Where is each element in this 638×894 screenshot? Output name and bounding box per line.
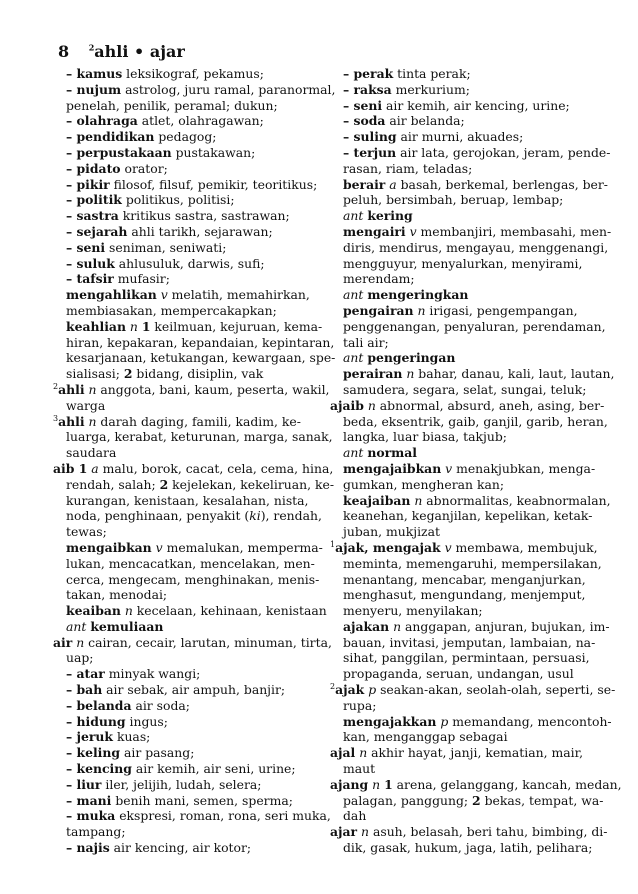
definition-text: diris, mendirus, mengayau, menggenangi, bbox=[343, 239, 609, 255]
definition-text: tampang; bbox=[66, 824, 126, 840]
part-of-speech: v bbox=[160, 287, 168, 303]
definition-text: penggenangan, penyaluran, perendaman, bbox=[343, 318, 606, 334]
headword: ahli bbox=[58, 381, 85, 397]
definition-text: merendam; bbox=[343, 271, 415, 287]
headword: – politik bbox=[66, 192, 122, 208]
definition-text: menyeru, menyilakan; bbox=[343, 603, 483, 619]
entry-line bbox=[53, 334, 335, 351]
headword: – perak bbox=[343, 66, 394, 81]
entry-line bbox=[53, 619, 306, 635]
headword: – hidung bbox=[66, 713, 126, 729]
definition-text: membiasakan, mempercakapkan; bbox=[66, 302, 277, 318]
definition-text: tinta perak; bbox=[393, 66, 471, 81]
definition-text: irigasi, pengempangan, bbox=[425, 302, 578, 318]
entry-line bbox=[53, 650, 306, 666]
definition-text: air sebak, air ampuh, banjir; bbox=[102, 682, 286, 698]
definition-text: darah daging, famili, kadim, ke- bbox=[96, 413, 301, 429]
antonym-label: ant bbox=[343, 445, 364, 461]
entry-line bbox=[330, 382, 585, 398]
headword: berair bbox=[343, 176, 386, 192]
part-of-speech: n bbox=[372, 776, 381, 792]
entry-line bbox=[330, 176, 608, 193]
definition-text: anggota, bani, kaum, peserta, wakil, bbox=[96, 381, 330, 397]
part-of-speech: n bbox=[124, 603, 133, 619]
definition-text: keanehan, keganjilan, kepelikan, ketak- bbox=[343, 508, 593, 524]
headword: ajaib bbox=[330, 397, 364, 413]
definition-text: takan, menodai; bbox=[66, 587, 168, 603]
entry-line bbox=[53, 508, 322, 524]
headword: pengeringan bbox=[367, 350, 456, 366]
entry-line bbox=[330, 776, 622, 793]
entry-line bbox=[53, 555, 315, 572]
entry-line bbox=[53, 161, 306, 177]
headword: – keling bbox=[66, 745, 121, 761]
definition-text: air kemih, air seni, urine; bbox=[131, 761, 296, 777]
definition-text: air pasang; bbox=[120, 745, 195, 761]
headword: – nujum bbox=[66, 81, 122, 97]
entry-line bbox=[53, 492, 309, 509]
entry-line bbox=[53, 808, 331, 824]
entry-line bbox=[330, 335, 585, 351]
definition-text: mengguyur, menyalurkan, menyirami, bbox=[343, 255, 583, 271]
entry-line bbox=[53, 445, 306, 461]
definition-text: seniman, seniwati; bbox=[105, 239, 227, 255]
entry-line bbox=[330, 445, 585, 461]
entry-line bbox=[53, 840, 306, 856]
entry-line bbox=[53, 824, 306, 840]
entry-line bbox=[53, 698, 306, 714]
entry-line bbox=[53, 98, 306, 114]
entry-line bbox=[330, 713, 612, 730]
headword: – pendidikan bbox=[66, 129, 155, 145]
entry-line bbox=[53, 761, 306, 777]
definition-text: kesarjanaan, ketukangan, kewargaan, spe- bbox=[66, 350, 336, 366]
headword: ahli bbox=[58, 413, 85, 429]
entry-line bbox=[330, 271, 585, 287]
entry-line bbox=[330, 303, 585, 319]
page-header bbox=[58, 44, 185, 60]
entry-line bbox=[330, 572, 585, 588]
headword: – soda bbox=[343, 113, 386, 129]
part-of-speech: n bbox=[417, 302, 426, 318]
headword: kemuliaan bbox=[90, 618, 164, 634]
entry-line bbox=[53, 729, 306, 745]
headword: – liur bbox=[66, 776, 102, 792]
headword: ajar bbox=[330, 824, 358, 840]
entry-line bbox=[53, 366, 306, 382]
definition-text: gumkan, mengheran kan; bbox=[343, 476, 504, 492]
entry-line bbox=[330, 192, 585, 208]
headword: 2 bbox=[472, 792, 481, 808]
entry-line bbox=[53, 476, 335, 493]
headword: normal bbox=[367, 445, 417, 461]
page-number: 8 bbox=[58, 42, 70, 61]
definition-text: langka, luar biasa, takjub; bbox=[343, 429, 507, 445]
definition-text: memalukan, mempermа- bbox=[162, 539, 323, 555]
part-of-speech: n bbox=[361, 824, 370, 840]
entry-line bbox=[330, 587, 585, 603]
definition-text: seakan-akan, seolah-olah, seperti, se- bbox=[376, 682, 616, 698]
definition-text: rasan, riam, teladas; bbox=[343, 160, 473, 176]
headword: mengajaibkan bbox=[343, 460, 442, 476]
entry-line bbox=[53, 714, 306, 730]
definition-text: dah bbox=[343, 808, 367, 824]
definition-text: basah, berkemal, berlengas, ber- bbox=[396, 176, 608, 192]
entry-line bbox=[53, 429, 333, 445]
definition-text: tali air; bbox=[343, 334, 389, 350]
definition-text: rupa; bbox=[343, 697, 377, 713]
entry-line bbox=[330, 366, 615, 382]
entry-line bbox=[53, 350, 336, 366]
definition-text: akhir hayat, janji, kematian, mair, bbox=[367, 745, 584, 761]
definition-text: arena, gelanggang, kancah, medan, bbox=[392, 776, 622, 792]
entry-line bbox=[53, 793, 306, 809]
definition-text: minyak wangi; bbox=[104, 666, 201, 682]
headword: mengairi bbox=[343, 223, 406, 239]
entry-line bbox=[53, 745, 306, 761]
headword: – suluk bbox=[66, 255, 115, 271]
homonym-number: 2 bbox=[53, 381, 59, 391]
definition-text: samudera, segara, selat, sungai, teluk; bbox=[343, 381, 587, 397]
headword: – muka bbox=[66, 808, 116, 824]
part-of-speech: n bbox=[88, 413, 97, 429]
part-of-speech: ki bbox=[249, 508, 261, 524]
definition-text: palagan, panggung; bbox=[343, 792, 473, 808]
headword: ajakan bbox=[343, 618, 390, 634]
definition-text: malu, borok, cacat, cela, cema, hina, bbox=[98, 460, 334, 476]
definition-text: kan, menganggap sebagai bbox=[343, 729, 508, 745]
definition-text: air soda; bbox=[131, 697, 190, 713]
headword: mengaibkan bbox=[66, 539, 152, 555]
definition-text: ekspresi, roman, rona, seri muka, bbox=[115, 808, 331, 824]
entry-line bbox=[53, 81, 336, 98]
definition-text: benih mani, semen, sperma; bbox=[111, 792, 293, 808]
entry-line bbox=[53, 682, 306, 698]
entry-line bbox=[330, 413, 608, 430]
headword: – kencing bbox=[66, 761, 132, 777]
entry-line bbox=[330, 66, 585, 82]
entry-line bbox=[330, 256, 585, 272]
definition-text: sialisasi; bbox=[66, 366, 124, 382]
entry-line bbox=[330, 460, 596, 477]
entry-line bbox=[330, 350, 585, 366]
part-of-speech: n bbox=[76, 634, 85, 650]
headword: – sejarah bbox=[66, 223, 128, 239]
headword: perairan bbox=[343, 366, 403, 382]
headword: keaiban bbox=[66, 603, 121, 619]
headword: keajaiban bbox=[343, 492, 411, 508]
header-superscript: 2 bbox=[88, 42, 95, 53]
headword: – belanda bbox=[66, 697, 132, 713]
definition-text: leksikograf, pekamus; bbox=[122, 66, 264, 81]
entry-line bbox=[53, 145, 306, 161]
definition-text: air kencing, air kotor; bbox=[109, 840, 252, 856]
entry-line bbox=[53, 271, 306, 287]
antonym-label: ant bbox=[343, 350, 364, 366]
entry-line bbox=[330, 808, 585, 824]
part-of-speech: n bbox=[393, 618, 402, 634]
part-of-speech: a bbox=[389, 176, 397, 192]
definition-text: bauan, invitasi, jemputan, lambaian, na- bbox=[343, 634, 596, 650]
entry-line bbox=[330, 698, 585, 714]
definition-text: filosof, filsuf, pemikir, teoritikus; bbox=[109, 176, 318, 192]
part-of-speech: n bbox=[88, 381, 97, 397]
definition-text: mufasir; bbox=[113, 271, 170, 287]
definition-text: bahar, danau, kali, laut, lautan, bbox=[414, 366, 615, 382]
entry-line bbox=[330, 129, 585, 145]
definition-text: pustakawan; bbox=[171, 144, 256, 160]
definition-text: ingus; bbox=[125, 713, 168, 729]
definition-text: warga bbox=[66, 397, 106, 413]
entry-line bbox=[330, 113, 585, 129]
definition-text: juban, mukjizat bbox=[343, 524, 440, 540]
entry-line bbox=[330, 223, 612, 240]
entry-line bbox=[53, 571, 320, 588]
entry-line bbox=[53, 603, 327, 619]
headword: kering bbox=[367, 208, 413, 224]
headword: air bbox=[53, 634, 73, 650]
definition-text: air murni, akuades; bbox=[396, 129, 524, 145]
definition-text: ahli tarikh, sejarawan; bbox=[127, 223, 273, 239]
entry-line bbox=[330, 397, 605, 414]
definition-text: luarga, kerabat, keturunan, marga, sanak, bbox=[66, 429, 333, 445]
part-of-speech: v bbox=[409, 223, 417, 239]
definition-text: astrolog, juru ramal, paranormal, bbox=[121, 81, 336, 97]
entry-line bbox=[53, 524, 306, 540]
antonym-label: ant bbox=[66, 618, 87, 634]
entry-line bbox=[330, 761, 585, 777]
definition-text: tewas; bbox=[66, 524, 107, 540]
definition-text: menghasut, mengundang, menjemput, bbox=[343, 587, 586, 603]
entry-line bbox=[330, 539, 598, 556]
right-column bbox=[330, 66, 622, 856]
definition-text: membawa, membujuk, bbox=[451, 539, 598, 555]
part-of-speech: n bbox=[414, 492, 423, 508]
entry-line bbox=[53, 381, 330, 398]
headword: – pikir bbox=[66, 176, 110, 192]
headword: aib 1 bbox=[53, 460, 88, 476]
entry-line bbox=[53, 66, 306, 82]
headword: – jeruk bbox=[66, 729, 113, 745]
part-of-speech: p bbox=[368, 682, 377, 698]
definition-text: merkurium; bbox=[391, 81, 470, 97]
headword: – sastra bbox=[66, 208, 119, 224]
entry-line bbox=[330, 603, 585, 619]
definition-text: lukan, mencacatkan, mencelakan, men- bbox=[66, 555, 315, 571]
entry-line bbox=[53, 539, 323, 556]
entry-line bbox=[330, 824, 608, 840]
entry-line bbox=[330, 792, 604, 809]
part-of-speech: a bbox=[91, 460, 99, 476]
entry-line bbox=[53, 129, 306, 145]
definition-text: cairan, cecair, larutan, minuman, tirta, bbox=[84, 634, 332, 650]
entry-line bbox=[330, 477, 585, 493]
entry-line bbox=[53, 192, 306, 208]
entry-line bbox=[53, 303, 306, 319]
entry-line bbox=[330, 161, 585, 177]
part-of-speech: p bbox=[440, 713, 449, 729]
definition-text: propaganda, seruan, undangan, usul bbox=[343, 666, 574, 682]
headword: ajal bbox=[330, 745, 356, 761]
definition-text: keilmuan, kejuruan, kema- bbox=[150, 318, 323, 334]
headword: – perpustakaan bbox=[66, 144, 172, 160]
entry-line bbox=[330, 840, 593, 856]
part-of-speech: v bbox=[155, 539, 163, 555]
entry-line bbox=[53, 666, 306, 682]
definition-text: kritikus sastra, sastrawan; bbox=[118, 208, 290, 224]
headword: mengahlikan bbox=[66, 287, 157, 303]
entry-line bbox=[53, 287, 310, 303]
entry-line bbox=[330, 729, 585, 745]
definition-text: pedagog; bbox=[154, 129, 217, 145]
entry-line bbox=[330, 650, 590, 666]
headword: 1 bbox=[141, 318, 151, 334]
entry-line bbox=[330, 208, 585, 224]
part-of-speech: n bbox=[129, 318, 138, 334]
definition-text: abnormal, absurd, aneh, asing, ber- bbox=[375, 397, 605, 413]
definition-text: kuas; bbox=[113, 729, 151, 745]
headword: pengairan bbox=[343, 302, 414, 318]
definition-text: hiran, kepakaran, kepandaian, kepintaran, bbox=[66, 334, 335, 350]
definition-text: dik, gasak, hukum, jaga, latih, pelihara; bbox=[343, 840, 593, 856]
part-of-speech: v bbox=[444, 539, 452, 555]
definition-text: anggapan, anjuran, bujukan, im- bbox=[401, 618, 610, 634]
headword: – mani bbox=[66, 792, 112, 808]
entry-line bbox=[53, 176, 318, 193]
definition-text: kejelekan, kekeliruan, ke- bbox=[168, 476, 335, 492]
headword: – kamus bbox=[66, 66, 123, 81]
entry-line bbox=[53, 240, 306, 256]
headword: mengajakkan bbox=[343, 713, 437, 729]
definition-text: kurangan, kenistaan, kesalahan, nista, bbox=[66, 492, 309, 508]
headword: – suling bbox=[343, 129, 397, 145]
entry-line bbox=[330, 239, 609, 256]
entry-line bbox=[330, 82, 585, 98]
definition-text: cerca, mengecam, menghinakan, menis- bbox=[66, 571, 320, 587]
headword: – tafsir bbox=[66, 271, 114, 287]
definition-text: atlet, olahragawan; bbox=[137, 113, 264, 129]
definition-text: abnormalitas, keabnormalan, bbox=[422, 492, 611, 508]
definition-text: penelah, penilik, peramal; dukun; bbox=[66, 97, 278, 113]
headword: keahlian bbox=[66, 318, 126, 334]
entry-line bbox=[330, 666, 585, 682]
definition-text: bidang, disiplin, vak bbox=[132, 366, 264, 382]
part-of-speech: n bbox=[359, 745, 368, 761]
headword: – raksa bbox=[343, 81, 392, 97]
headword: ajak, mengajak bbox=[335, 539, 441, 555]
entry-line bbox=[53, 224, 306, 240]
definition-text: politikus, politisi; bbox=[121, 192, 235, 208]
entry-line bbox=[330, 98, 585, 114]
definition-text: maut bbox=[343, 761, 376, 777]
homonym-number: 3 bbox=[53, 413, 59, 423]
definition-text: air belanda; bbox=[385, 113, 465, 129]
definition-text: memandang, mencontoh- bbox=[448, 713, 612, 729]
definition-text: orator; bbox=[120, 160, 168, 176]
headword: ajang bbox=[330, 776, 369, 792]
entry-line bbox=[330, 144, 611, 161]
headword: 1 bbox=[384, 776, 393, 792]
entry-line bbox=[330, 318, 606, 335]
definition-text: kecelaan, kehinaan, kenistaan bbox=[132, 603, 327, 619]
definition-text: sihat, panggilan, permintaan, persuasi, bbox=[343, 650, 590, 666]
headword: – bah bbox=[66, 682, 103, 698]
definition-text: peluh, bersimbah, beruap, lembap; bbox=[343, 192, 564, 208]
headword: 2 bbox=[123, 366, 133, 382]
homonym-number: 1 bbox=[330, 539, 336, 549]
part-of-speech: v bbox=[445, 460, 453, 476]
definition-text: iler, jelijih, ludah, selera; bbox=[101, 776, 262, 792]
definition-text: air kemih, air kencing, urine; bbox=[382, 97, 570, 113]
entry-line bbox=[53, 208, 306, 224]
definition-text: membanjiri, membasahi, men- bbox=[416, 223, 612, 239]
headword: – najis bbox=[66, 840, 110, 856]
definition-text: air lata, gerojokan, jeram, pende- bbox=[396, 144, 611, 160]
entry-line bbox=[330, 492, 611, 509]
definition-text: menantang, mencabar, menganjurkan, bbox=[343, 571, 586, 587]
entry-line bbox=[53, 634, 332, 651]
headword: – terjun bbox=[343, 144, 397, 160]
entry-line bbox=[330, 508, 593, 524]
definition-text: noda, penghinaan, penyakit ( bbox=[66, 508, 250, 524]
entry-line bbox=[53, 587, 306, 603]
definition-text: meminta, memengaruhi, mempersilakan, bbox=[343, 555, 602, 571]
definition-text: ahlusuluk, darwis, sufi; bbox=[114, 255, 265, 271]
entry-line bbox=[330, 555, 602, 572]
definition-text: uap; bbox=[66, 650, 94, 666]
entry-line bbox=[330, 524, 585, 540]
headword: – atar bbox=[66, 666, 105, 682]
definition-text: melatih, memahirkan, bbox=[167, 287, 310, 303]
definition-text: rendah, salah; bbox=[66, 476, 160, 492]
entry-line bbox=[53, 256, 306, 272]
left-column bbox=[53, 66, 336, 856]
headword: mengeringkan bbox=[367, 287, 469, 303]
headword: – seni bbox=[343, 97, 383, 113]
running-title: ahli • ajar bbox=[94, 42, 185, 61]
entry-line bbox=[53, 318, 323, 335]
headword: – olahraga bbox=[66, 113, 138, 129]
headword: ajak bbox=[335, 682, 365, 698]
part-of-speech: n bbox=[367, 397, 376, 413]
entry-line bbox=[53, 113, 306, 129]
antonym-label: ant bbox=[343, 287, 364, 303]
headword: – seni bbox=[66, 239, 106, 255]
headword: 2 bbox=[159, 476, 169, 492]
definition-text: saudara bbox=[66, 445, 117, 461]
entry-line bbox=[330, 429, 585, 445]
part-of-speech: n bbox=[406, 366, 415, 382]
entry-line bbox=[330, 287, 585, 303]
entry-line bbox=[53, 460, 334, 477]
entry-line bbox=[53, 414, 306, 430]
definition-text: ), rendah, bbox=[260, 508, 322, 524]
entry-line bbox=[53, 777, 306, 793]
antonym-label: ant bbox=[343, 208, 364, 224]
definition-text: menakjubkan, menga- bbox=[452, 460, 596, 476]
entry-line bbox=[330, 745, 585, 761]
entry-line bbox=[330, 634, 596, 651]
definition-text: beda, eksentrik, gaib, ganjil, garib, heran, bbox=[343, 413, 608, 429]
headword: – pidato bbox=[66, 160, 121, 176]
definition-text: asuh, belasah, beri tahu, bimbing, di- bbox=[369, 824, 608, 840]
homonym-number: 2 bbox=[330, 681, 336, 691]
entry-line bbox=[330, 681, 616, 698]
entry-line bbox=[53, 398, 306, 414]
entry-line bbox=[330, 618, 610, 635]
definition-text: bekas, tempat, wa- bbox=[480, 792, 604, 808]
